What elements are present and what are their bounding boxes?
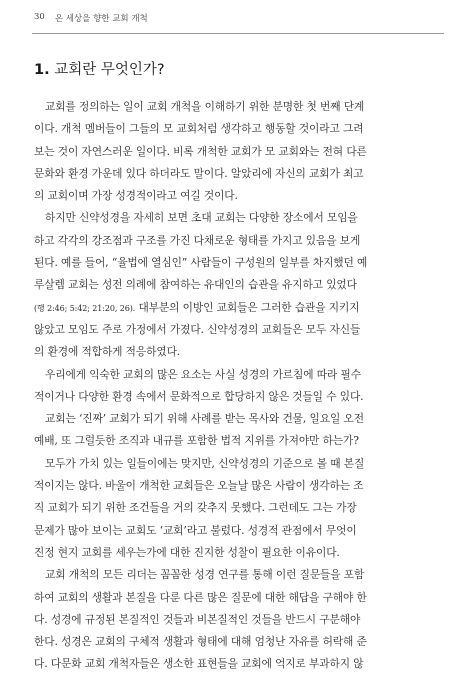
paragraph	[34, 364, 440, 409]
text-line: 교회 개척의 모든 리더는 꼼꼼한 성경 연구를 통해 이런 질문들을 포함	[45, 568, 365, 582]
text-line: 진정 현지 교회를 세우는가에 대한 진지한 성찰이 필요한 이유이다.	[34, 545, 340, 559]
section-number: 1.	[34, 62, 50, 78]
text-line: 직 교회가 되기 위한 조건들을 거의 갖추지 못했다. 그런데도 그는 가장	[34, 501, 357, 515]
text-line: 문화와 환경 가운데 있다 하더라도 말이다. 알았리에 자신의 교회가 최고	[34, 166, 364, 180]
text-line: 의 환경에 적합하게 적응하였다.	[34, 345, 181, 359]
scripture-reference: (행 2:46; 5:42; 21:20, 26).	[34, 303, 136, 313]
text-line: 모두가 가치 있는 일들이에는 맞지만, 신약성경의 기준으로 볼 때 본질	[45, 456, 365, 470]
paragraph	[34, 408, 440, 453]
text-line: 교회를 정의하는 일이 교회 개척을 이해하기 위한 분명한 첫 번째 단계	[45, 100, 365, 113]
text-line: 하여 교회의 생활과 본질을 다룬 다른 많은 질문에 대한 해답을 구해야 한	[34, 590, 367, 604]
text-line: 하지만 신약성경을 자세히 보면 초대 교회는 다양한 장소에서 모임을	[45, 211, 358, 225]
header-rule	[32, 33, 444, 34]
text-line: 예배, 또 그럴듯한 조직과 내규를 포함한 법적 지위를 가져야만 하는가?	[34, 434, 359, 448]
text-line: 보는 것이 자연스러운 일이다. 비록 개척한 교회가 모 교회와는 전혀 다른	[34, 144, 367, 158]
text-line: 의 교회이며 가장 성경적이라고 여길 것이다.	[34, 189, 238, 203]
paragraph	[34, 207, 440, 363]
text-line: 우리에게 익숙한 교회의 많은 요소는 사실 성경의 가르침에 따라 필수	[45, 367, 361, 381]
page-number: 30	[34, 12, 45, 22]
running-header	[34, 12, 148, 24]
text-line: 적이거나 다양한 환경 속에서 문화적으로 합당하지 않은 것들일 수 있다.	[34, 389, 364, 403]
text-line: 하고 각각의 강조점과 구조를 가진 다채로운 형태를 가지고 있음을 보게	[34, 233, 361, 247]
text-line: 다. 다문화 교회 개척자들은 생소한 표현들을 교회에 억지로 부과하지 않	[34, 657, 364, 671]
text-line: 문제가 많아 보이는 교회도 ‘교회’라고 불렀다. 성경적 관점에서 무엇이	[34, 523, 357, 537]
book-title: 온 세상을 향한 교회 개척	[54, 14, 148, 24]
section-title	[34, 58, 165, 79]
section-title-text: 교회란 무엇인가?	[54, 62, 165, 78]
text-line: 된다. 예를 들어, “율법에 열심인” 사람들이 구성원의 일부를 차지했던 예	[34, 256, 368, 270]
text-fragment: 대부분의 이방인 교회들은 그러한 습관을 지키지	[135, 300, 360, 314]
text-line: 루살렘 교회는 성전 의례에 참여하는 유대인의 습관을 유지하고 있었다	[34, 278, 357, 292]
text-line: 적이지는 않다. 바울이 개척한 교회들은 오늘날 많은 사람이 생각하는 조	[34, 479, 364, 493]
text-line: 교회는 ‘진짜’ 교회가 되기 위해 사례를 받는 목사와 건물, 일요일 오전	[45, 412, 364, 426]
body-text	[34, 96, 440, 676]
paragraph	[34, 564, 440, 675]
text-line: 다. 성경에 규정된 본질적인 것들과 비본질적인 것들을 반드시 구분해야	[34, 612, 361, 626]
text-line	[34, 297, 440, 319]
paragraph	[34, 453, 440, 564]
text-line: 한다. 성경은 교회의 구체적 생활과 형태에 대해 엄청난 자유를 허락해 준	[34, 635, 367, 649]
text-line: 이다. 개척 멤버들이 그들의 모 교회처럼 생각하고 행동할 것이라고 그려	[34, 122, 364, 136]
paragraph	[34, 96, 440, 207]
text-line: 않았고 모임도 주로 가정에서 가졌다. 신약성경의 교회들은 모두 자신들	[34, 322, 361, 336]
